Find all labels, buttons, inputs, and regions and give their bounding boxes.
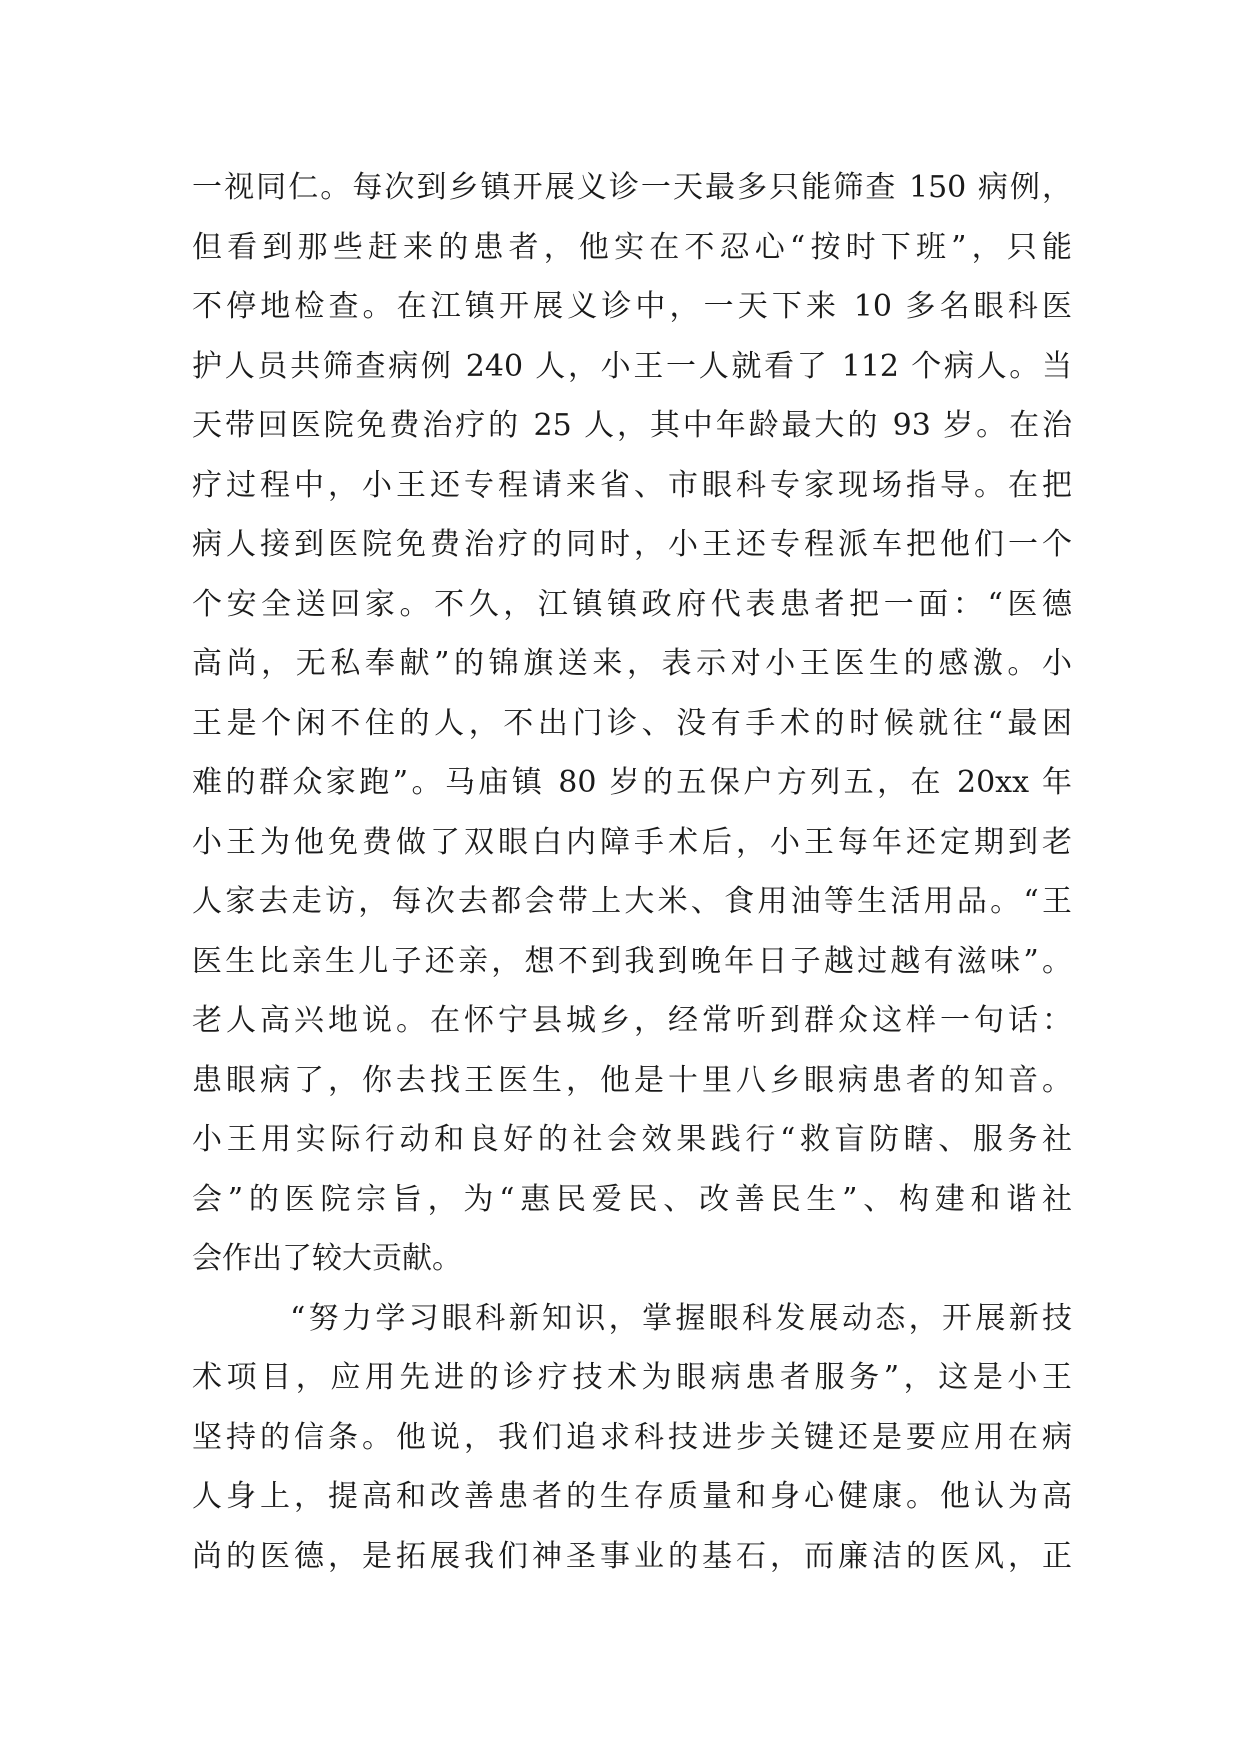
text-line: 护人员共筛查病例 240 人，小王一人就看了 112 个病人。当 [192,348,1072,384]
text-line: 会作出了较大贡献。 [192,1241,462,1276]
text-line: 人身上，提高和改善患者的生存质量和身心健康。他认为高 [192,1479,1072,1514]
text-line: 个安全送回家。不久，江镇镇政府代表患者把一面：“医德 [192,586,1072,622]
text-line: “努力学习眼科新知识，掌握眼科发展动态，开展新技 [290,1300,1072,1336]
text-line: 老人高兴地说。在怀宁县城乡，经常听到群众这样一句话： [192,1003,1072,1038]
text-line: 尚的医德，是拓展我们神圣事业的基石，而廉洁的医风，正 [192,1538,1072,1574]
text-line: 医生比亲生儿子还亲，想不到我到晚年日子越过越有滋味”。 [192,943,1072,979]
text-line: 小王用实际行动和良好的社会效果践行“救盲防瞎、服务社 [192,1122,1072,1157]
text-line: 但看到那些赶来的患者，他实在不忍心“按时下班”，只能 [192,229,1072,265]
text-line: 会”的医院宗旨，为“惠民爱民、改善民生”、构建和谐社 [192,1181,1072,1217]
text-line: 患眼病了，你去找王医生，他是十里八乡眼病患者的知音。 [192,1062,1072,1098]
document-body [192,158,1072,1586]
text-line: 术项目，应用先进的诊疗技术为眼病患者服务”，这是小王 [192,1360,1072,1395]
text-line: 高尚，无私奉献”的锦旗送来，表示对小王医生的感激。小 [192,646,1072,681]
text-line: 不停地检查。在江镇开展义诊中，一天下来 10 多名眼科医 [192,289,1072,324]
text-line: 小王为他免费做了双眼白内障手术后，小王每年还定期到老 [192,824,1072,860]
text-line: 王是个闲不住的人，不出门诊、没有手术的时候就往“最困 [192,705,1072,741]
text-line: 病人接到医院免费治疗的同时，小王还专程派车把他们一个 [192,527,1072,562]
paragraph-1 [192,158,1072,1289]
text-line: 一视同仁。每次到乡镇开展义诊一天最多只能筛查 150 病例， [192,170,1072,205]
text-line: 坚持的信条。他说，我们追求科技进步关键还是要应用在病 [192,1419,1072,1455]
text-line: 难的群众家跑”。马庙镇 80 岁的五保户方列五，在 20xx 年 [192,765,1072,800]
text-line: 疗过程中，小王还专程请来省、市眼科专家现场指导。在把 [192,467,1072,503]
text-line: 人家去走访，每次去都会带上大米、食用油等生活用品。“王 [192,884,1072,919]
text-line: 天带回医院免费治疗的 25 人，其中年龄最大的 93 岁。在治 [192,408,1072,443]
paragraph-2 [192,1289,1072,1587]
